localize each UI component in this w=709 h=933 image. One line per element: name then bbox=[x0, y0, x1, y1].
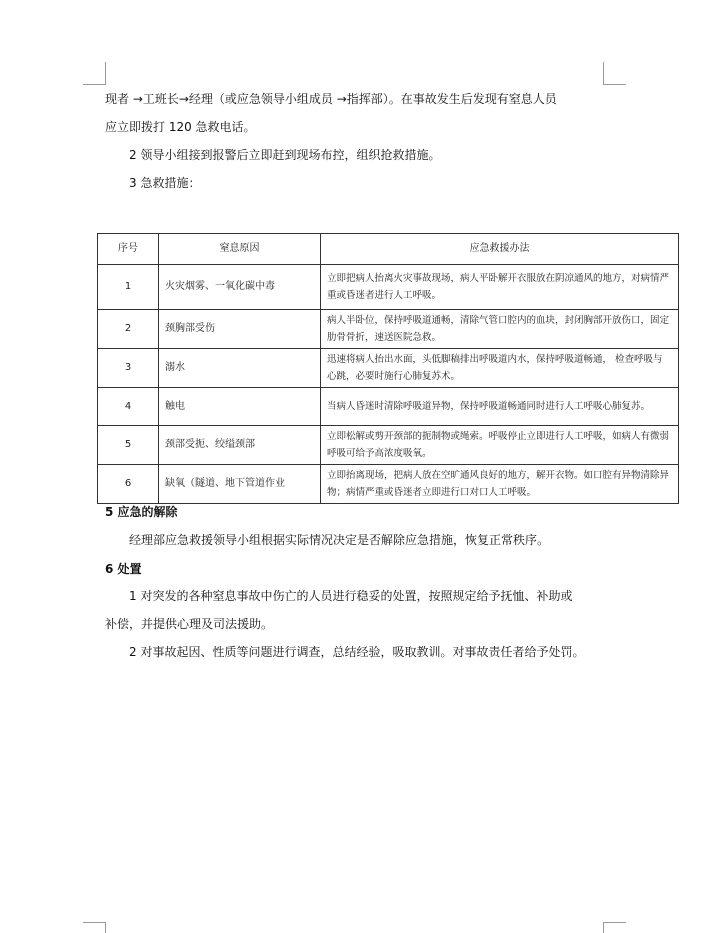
row-method: 立即松解或剪开颈部的扼制物或绳索。呼吸停止立即进行人工呼吸，如病人有微弱呼吸可给予高浓度吸氧。 bbox=[321, 426, 679, 465]
page-corner-mark-bottom-left bbox=[83, 922, 106, 933]
table-row bbox=[98, 349, 679, 388]
row-cause: 缺氧（隧道、地下管道作业 bbox=[159, 465, 321, 504]
first-aid-heading: 3 急救措施： bbox=[129, 176, 201, 190]
row-number: 5 bbox=[98, 426, 159, 465]
column-header-number: 序号 bbox=[98, 234, 159, 265]
row-number: 4 bbox=[98, 388, 159, 426]
table-row bbox=[98, 388, 679, 426]
report-chain-line-2: 应立即拨打 120 急救电话。 bbox=[105, 120, 256, 134]
row-number: 3 bbox=[98, 349, 159, 388]
section-6-item-2: 2 对事故起因、性质等问题进行调查，总结经验，吸取教训。对事故责任者给予处罚。 bbox=[129, 645, 585, 659]
table-row bbox=[98, 426, 679, 465]
page-corner-mark-bottom-right bbox=[603, 922, 626, 933]
row-method: 迅速将病人抬出水面，头低脚稿排出呼吸道内水，保持呼吸道畅通， 检查呼吸与心跳，必要时施行心肺复苏术。 bbox=[321, 349, 679, 388]
section-5-body: 经理部应急救援领导小组根据实际情况决定是否解除应急措施，恢复正常秩序。 bbox=[129, 533, 550, 547]
row-cause: 触电 bbox=[159, 388, 321, 426]
row-cause: 颈部受扼、绞缢颈部 bbox=[159, 426, 321, 465]
leadership-response-paragraph: 2 领导小组接到报警后立即赶到现场布控，组织抢救措施。 bbox=[129, 148, 441, 162]
report-chain-line-1: 现者 →工班长→经理（或应急领导小组成员 →指挥部）。在事故发生后发现有窒息人员 bbox=[105, 92, 557, 106]
page-corner-mark-top-left bbox=[83, 62, 106, 85]
section-6-heading: 6 处置 bbox=[105, 562, 142, 576]
table-header-row bbox=[98, 234, 679, 265]
section-6-item-1-line-2: 补偿，并提供心理及司法援助。 bbox=[105, 617, 274, 631]
column-header-cause: 窒息原因 bbox=[159, 234, 321, 265]
row-cause: 颈胸部受伤 bbox=[159, 310, 321, 349]
column-header-method: 应急救援办法 bbox=[321, 234, 679, 265]
row-cause: 火灾烟雾、一氧化碳中毒 bbox=[159, 265, 321, 310]
section-5-heading: 5 应急的解除 bbox=[105, 505, 178, 519]
row-number: 6 bbox=[98, 465, 159, 504]
table-row bbox=[98, 465, 679, 504]
row-method: 立即抬离现场，把病人放在空旷通风良好的地方，解开衣物。如口腔有异物清除异物；病情严重或昏迷者立即进行口对口人工呼吸。 bbox=[321, 465, 679, 504]
row-method: 立即把病人抬离火灾事故现场，病人平卧解开衣服放在阴凉通风的地方，对病情严重或昏迷者进行人工呼吸。 bbox=[321, 265, 679, 310]
first-aid-table bbox=[97, 233, 679, 504]
row-method: 当病人昏迷时清除呼吸道异物，保持呼吸道畅通同时进行人工呼吸心肺复苏。 bbox=[321, 388, 679, 426]
page-corner-mark-top-right bbox=[603, 62, 626, 85]
section-6-item-1-line-1: 1 对突发的各种窒息事故中伤亡的人员进行稳妥的处置，按照规定给予抚恤、补助或 bbox=[129, 589, 573, 603]
table-row bbox=[98, 265, 679, 310]
row-number: 2 bbox=[98, 310, 159, 349]
row-method: 病人半卧位，保持呼吸道通畅，清除气管口腔内的血块，封闭胸部开放伤口，固定肋骨骨折，速送医院急救。 bbox=[321, 310, 679, 349]
row-cause: 溺水 bbox=[159, 349, 321, 388]
row-number: 1 bbox=[98, 265, 159, 310]
table-row bbox=[98, 310, 679, 349]
